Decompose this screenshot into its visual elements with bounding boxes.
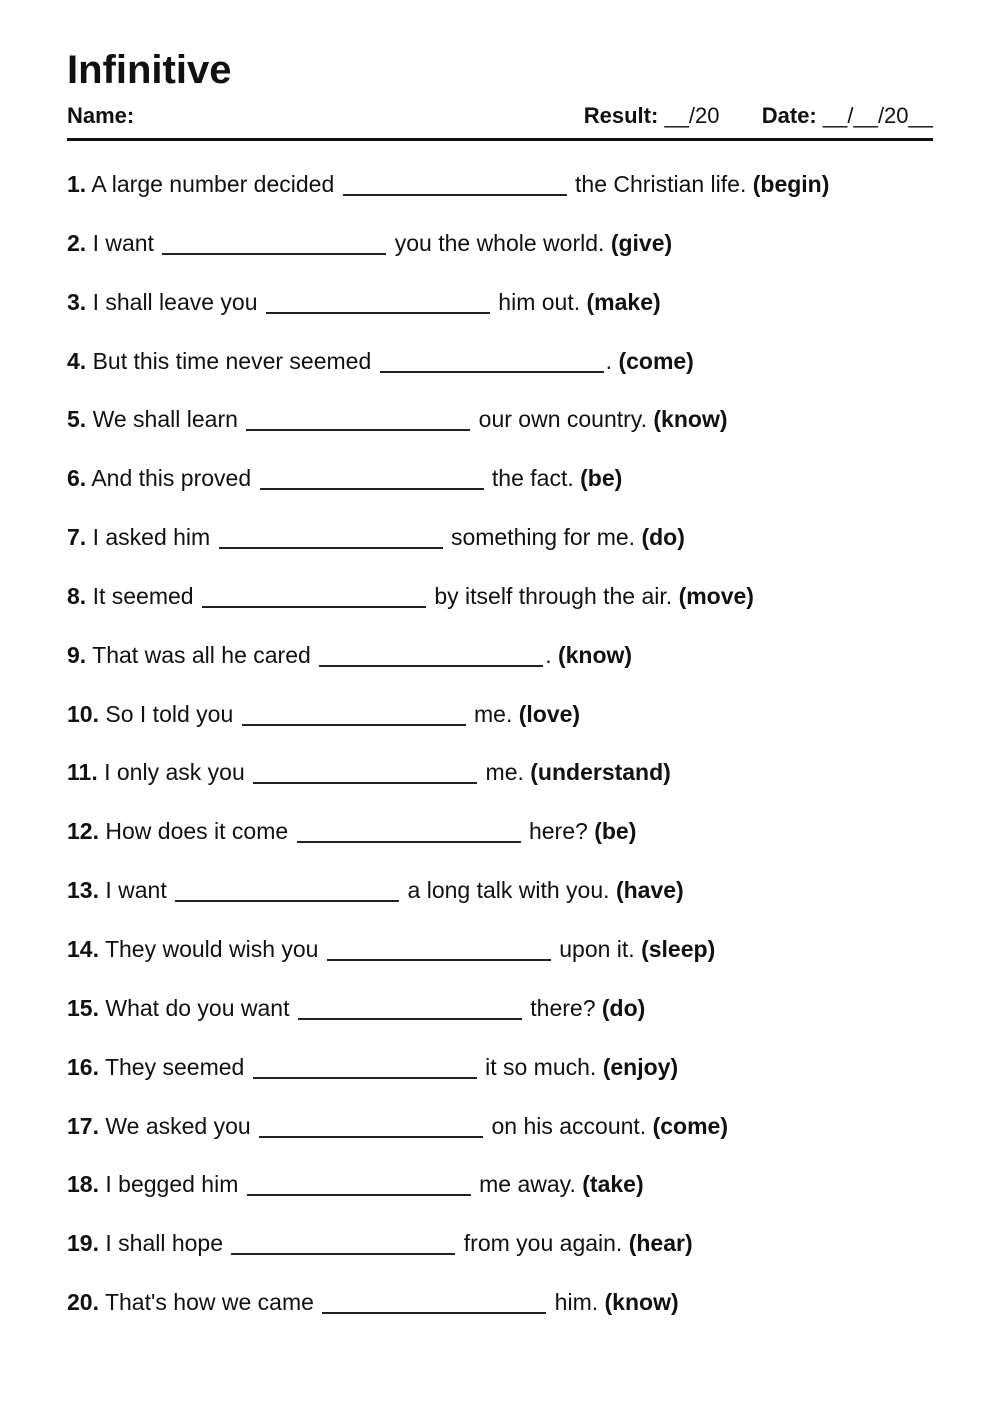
question-text-before: How does it come bbox=[105, 818, 289, 845]
verb-hint: (understand) bbox=[530, 759, 671, 786]
verb-hint: (be) bbox=[580, 465, 623, 492]
question-item bbox=[67, 578, 947, 637]
question-item bbox=[67, 284, 947, 343]
question-text-before: We shall learn bbox=[92, 406, 238, 433]
verb-hint: (make) bbox=[586, 288, 661, 315]
question-text-before: I only ask you bbox=[104, 759, 245, 786]
answer-blank[interactable] bbox=[260, 488, 484, 490]
question-item bbox=[67, 460, 947, 519]
name-label: Name: bbox=[67, 103, 135, 128]
header-right bbox=[584, 102, 933, 130]
question-number: 17. bbox=[67, 1112, 99, 1139]
verb-hint: (take) bbox=[582, 1171, 644, 1198]
question-item bbox=[67, 1166, 947, 1225]
worksheet-header bbox=[67, 102, 933, 130]
verb-hint: (move) bbox=[678, 582, 754, 609]
question-text-after: a long talk with you. bbox=[407, 877, 610, 904]
question-number: 14. bbox=[67, 935, 99, 962]
verb-hint: (do) bbox=[601, 994, 646, 1021]
question-text-before: They seemed bbox=[104, 1053, 245, 1080]
question-text-before: And this proved bbox=[91, 465, 252, 492]
verb-hint: (have) bbox=[615, 877, 684, 904]
question-text-after: the fact. bbox=[491, 465, 574, 492]
answer-blank[interactable] bbox=[242, 724, 466, 726]
question-text-before: I asked him bbox=[92, 524, 211, 551]
question-text-after: me away. bbox=[479, 1171, 576, 1198]
verb-hint: (know) bbox=[653, 406, 728, 433]
question-text-after: our own country. bbox=[478, 406, 647, 433]
question-text-after: me. bbox=[474, 700, 513, 727]
question-item bbox=[67, 637, 947, 696]
question-text-after: you the whole world. bbox=[394, 229, 605, 256]
verb-hint: (give) bbox=[610, 229, 673, 256]
question-item bbox=[67, 754, 947, 813]
question-text-before: I shall leave you bbox=[92, 288, 258, 315]
header-divider bbox=[67, 138, 933, 141]
question-text-before: What do you want bbox=[105, 994, 290, 1021]
question-number: 12. bbox=[67, 818, 99, 845]
question-number: 16. bbox=[67, 1053, 99, 1080]
question-number: 7. bbox=[67, 524, 87, 551]
question-item bbox=[67, 519, 947, 578]
question-text-after: me. bbox=[485, 759, 524, 786]
question-text-after: something for me. bbox=[450, 524, 636, 551]
question-item bbox=[67, 1108, 947, 1167]
question-item bbox=[67, 401, 947, 460]
verb-hint: (come) bbox=[652, 1112, 728, 1139]
result-label: Result: bbox=[583, 103, 659, 128]
question-item bbox=[67, 343, 947, 402]
answer-blank[interactable] bbox=[319, 665, 543, 667]
question-item bbox=[67, 931, 947, 990]
question-text-before: I want bbox=[92, 229, 154, 256]
question-item bbox=[67, 1225, 947, 1284]
question-number: 8. bbox=[67, 582, 87, 609]
question-text-after: there? bbox=[530, 994, 596, 1021]
answer-blank[interactable] bbox=[343, 194, 567, 196]
verb-hint: (come) bbox=[618, 347, 694, 374]
question-number: 2. bbox=[67, 229, 87, 256]
question-number: 15. bbox=[67, 994, 99, 1021]
question-text-before: I begged him bbox=[105, 1171, 239, 1198]
question-text-after: . bbox=[605, 347, 613, 374]
question-item bbox=[67, 1049, 947, 1108]
question-text-before: I shall hope bbox=[105, 1230, 224, 1257]
result-value: __/20 bbox=[664, 103, 720, 128]
question-item bbox=[67, 696, 947, 755]
answer-blank[interactable] bbox=[247, 1194, 471, 1196]
question-text-after: it so much. bbox=[485, 1053, 597, 1080]
question-item bbox=[67, 872, 947, 931]
question-text-before: A large number decided bbox=[91, 171, 335, 197]
answer-blank[interactable] bbox=[219, 547, 443, 549]
question-text-after: the Christian life. bbox=[575, 171, 747, 197]
answer-blank[interactable] bbox=[298, 1018, 522, 1020]
worksheet-title: Infinitive bbox=[67, 48, 232, 92]
answer-blank[interactable] bbox=[322, 1312, 546, 1314]
question-number: 9. bbox=[67, 641, 87, 668]
question-text-before: So I told you bbox=[105, 700, 234, 727]
question-number: 20. bbox=[67, 1289, 99, 1316]
question-text-before: It seemed bbox=[92, 582, 194, 609]
answer-blank[interactable] bbox=[266, 312, 490, 314]
answer-blank[interactable] bbox=[202, 606, 426, 608]
date-label: Date: bbox=[761, 103, 817, 128]
verb-hint: (be) bbox=[594, 818, 637, 845]
question-text-before: That's how we came bbox=[104, 1289, 314, 1316]
question-item bbox=[67, 1284, 947, 1343]
question-text-after: him out. bbox=[498, 288, 581, 315]
question-number: 3. bbox=[67, 288, 87, 315]
question-item bbox=[67, 166, 947, 225]
answer-blank[interactable] bbox=[259, 1136, 483, 1138]
answer-blank[interactable] bbox=[253, 782, 477, 784]
question-text-after: him. bbox=[554, 1289, 599, 1316]
question-text-after: . bbox=[545, 641, 552, 668]
question-number: 10. bbox=[67, 700, 99, 727]
question-item bbox=[67, 813, 947, 872]
question-number: 1. bbox=[67, 171, 87, 197]
question-text-before: That was all he cared bbox=[92, 641, 311, 668]
question-text-after: upon it. bbox=[559, 935, 635, 962]
question-number: 5. bbox=[67, 406, 87, 433]
question-text-after: on his account. bbox=[491, 1112, 647, 1139]
answer-blank[interactable] bbox=[327, 959, 551, 961]
question-number: 6. bbox=[67, 465, 87, 492]
verb-hint: (love) bbox=[518, 700, 581, 727]
question-text-before: They would wish you bbox=[104, 935, 319, 962]
question-number: 13. bbox=[67, 877, 99, 904]
date-value: __/__/20__ bbox=[822, 103, 933, 128]
question-item bbox=[67, 225, 947, 284]
question-text-before: We asked you bbox=[105, 1112, 251, 1139]
verb-hint: (begin) bbox=[752, 171, 830, 197]
question-text-after: by itself through the air. bbox=[434, 582, 673, 609]
verb-hint: (know) bbox=[557, 641, 633, 668]
verb-hint: (enjoy) bbox=[602, 1053, 679, 1080]
answer-blank[interactable] bbox=[297, 841, 521, 843]
question-number: 4. bbox=[67, 347, 87, 374]
question-number: 18. bbox=[67, 1171, 99, 1198]
question-text-before: I want bbox=[105, 877, 167, 904]
verb-hint: (sleep) bbox=[641, 935, 716, 962]
answer-blank[interactable] bbox=[175, 900, 399, 902]
verb-hint: (do) bbox=[641, 524, 685, 551]
question-item bbox=[67, 990, 947, 1049]
answer-blank[interactable] bbox=[380, 371, 604, 373]
question-list bbox=[67, 166, 947, 1343]
question-number: 11. bbox=[67, 759, 98, 786]
answer-blank[interactable] bbox=[231, 1253, 455, 1255]
question-text-before: But this time never seemed bbox=[92, 347, 372, 374]
question-text-after: here? bbox=[528, 818, 588, 845]
question-text-after: from you again. bbox=[463, 1230, 623, 1257]
answer-blank[interactable] bbox=[246, 429, 470, 431]
answer-blank[interactable] bbox=[253, 1077, 477, 1079]
question-number: 19. bbox=[67, 1230, 99, 1257]
verb-hint: (know) bbox=[604, 1289, 679, 1316]
answer-blank[interactable] bbox=[162, 253, 386, 255]
verb-hint: (hear) bbox=[628, 1230, 693, 1257]
